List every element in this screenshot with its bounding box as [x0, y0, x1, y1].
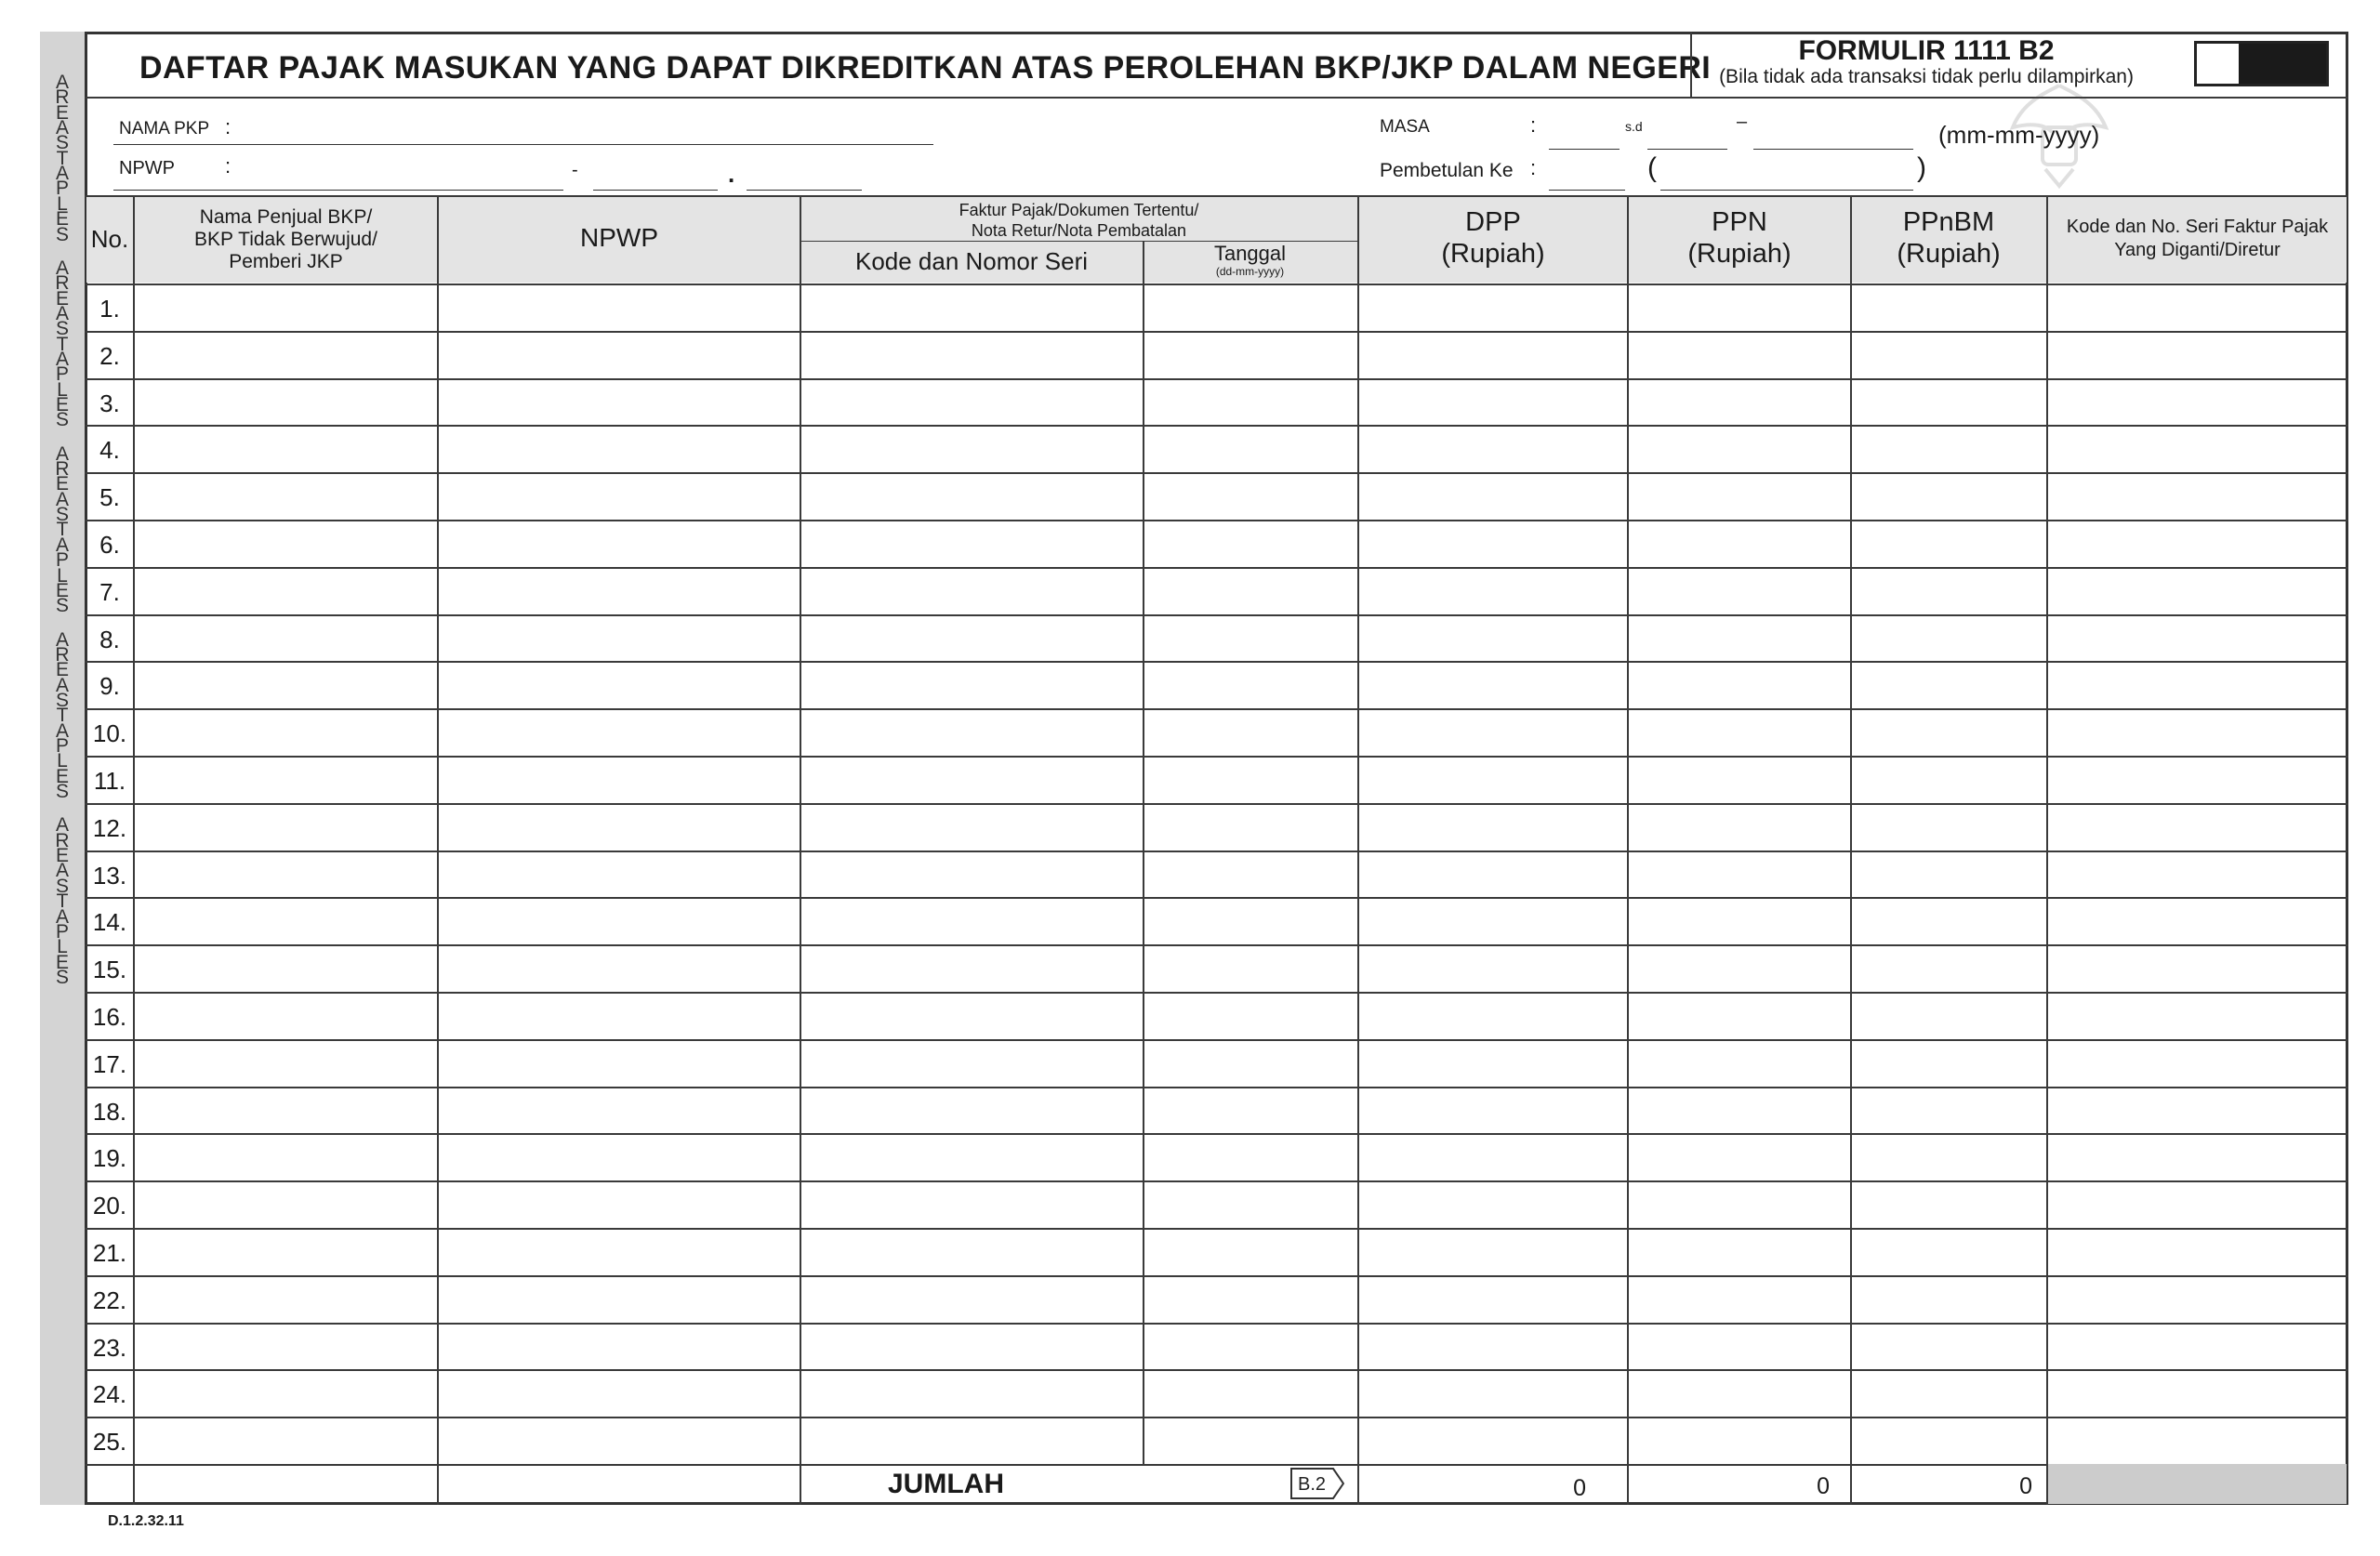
staple-strip-letter: L [57, 192, 68, 215]
staple-strip-letter: R [55, 86, 70, 109]
row-number: 4. [99, 436, 120, 465]
row-rule [85, 851, 2348, 852]
staple-strip-letter: R [55, 643, 70, 666]
npwp-dot: . [728, 160, 735, 188]
staple-strip-letter: S [55, 595, 69, 617]
npwp-field-part1[interactable] [113, 190, 563, 191]
staple-strip-letter: A [55, 674, 69, 696]
row-rule [85, 1369, 2348, 1371]
column-rule [437, 195, 439, 1505]
row-rule [85, 1228, 2348, 1230]
row-number: 23. [92, 1333, 127, 1362]
row-number: 3. [99, 389, 120, 417]
staple-strip-letter: P [55, 363, 69, 386]
staple-strip-letter: S [55, 223, 69, 245]
pembetulan-lead-rule [1549, 190, 1625, 191]
row-rule [85, 1039, 2348, 1041]
masa-to-field[interactable] [1647, 149, 1727, 150]
faktur-subheader-rule [801, 241, 1358, 242]
header-nama-penjual-line1: Nama Penjual BKP/ [199, 206, 373, 228]
corner-marker-box [2194, 41, 2329, 86]
column-rule [2046, 195, 2048, 1505]
staple-strip-letter: S [55, 504, 69, 526]
row-rule [85, 425, 2348, 427]
column-rule [1627, 195, 1629, 1505]
total-dpp-value: 0 [1573, 1475, 1586, 1501]
row-rule [85, 1087, 2348, 1088]
header-dpp-line1: DPP [1465, 207, 1521, 237]
pembetulan-paren-close: ) [1917, 152, 1926, 183]
staple-strip-letter: E [55, 394, 69, 415]
header-ppnbm [1852, 206, 2045, 270]
title-divider [1690, 32, 1692, 98]
row-number: 8. [99, 625, 120, 653]
staple-strip-letter: E [55, 208, 69, 231]
masa-from-field[interactable] [1549, 149, 1620, 150]
form-title: DAFTAR PAJAK MASUKAN YANG DAPAT DIKREDITKAN ATAS PEROLEHAN BKP/JKP DALAM NEGERI [139, 50, 1712, 86]
staple-strip-letter: E [55, 473, 69, 495]
row-number: 22. [92, 1286, 127, 1314]
date-format-hint: (mm-mm-yyyy) [1938, 121, 2100, 149]
npwp-dash: - [572, 160, 578, 180]
row-rule [85, 897, 2348, 899]
row-number: 25. [92, 1428, 127, 1457]
staple-strip-letter: L [57, 750, 68, 772]
staple-strip-letter: E [55, 659, 69, 681]
row-rule [85, 1275, 2348, 1277]
row-rule [85, 331, 2348, 333]
staple-strip-letter: S [55, 781, 69, 803]
row-rule [85, 472, 2348, 474]
header-kode-diganti [2048, 216, 2347, 262]
form-note: (Bila tidak ada transaksi tidak perlu dilampirkan) [1719, 66, 2134, 87]
nama-pkp-colon: : [225, 115, 231, 138]
masa-label: MASA [1380, 117, 1430, 137]
staple-strip-letter: L [57, 378, 68, 401]
column-rule [133, 195, 135, 1505]
staple-strip-letter: A [55, 348, 69, 370]
row-rule [85, 1417, 2348, 1418]
staple-strip-letter: A [55, 719, 69, 742]
row-number: 10. [92, 719, 127, 748]
row-rule [85, 567, 2348, 569]
staple-strip-letter: A [55, 534, 69, 556]
masa-year-field[interactable] [1753, 149, 1913, 150]
staple-strip-letter: A [55, 814, 69, 837]
row-rule [85, 1180, 2348, 1182]
staple-strip-letter: S [55, 875, 69, 897]
staple-strip-letter: P [55, 549, 69, 572]
row-rule [85, 1323, 2348, 1325]
row-number: 24. [92, 1380, 127, 1409]
form-code: FORMULIR 1111 B2 [1798, 35, 2055, 66]
row-rule [85, 1133, 2348, 1135]
header-no: No. [90, 225, 129, 253]
header-ppn [1629, 206, 1850, 270]
row-number: 18. [92, 1097, 127, 1126]
row-number: 15. [92, 956, 127, 984]
header-dpp [1359, 206, 1627, 270]
row-number: 13. [92, 861, 127, 890]
staple-strip-letter: A [55, 72, 69, 93]
row-rule [85, 944, 2348, 946]
total-ppn-value: 0 [1817, 1473, 1830, 1499]
nama-pkp-field[interactable] [113, 144, 933, 145]
header-kode-diganti-line2: Yang Diganti/Diretur [2114, 240, 2281, 260]
column-rule [1357, 195, 1359, 1505]
row-number: 14. [92, 908, 127, 937]
staple-strip-letter: A [55, 860, 69, 882]
staple-strip-letter: T [56, 890, 69, 913]
header-npwp: NPWP [580, 223, 658, 252]
staple-strip-letter: T [56, 519, 69, 541]
header-nama-penjual-line2: BKP Tidak Berwujud/ [194, 229, 377, 250]
header-nama-penjual [135, 206, 437, 273]
row-rule [85, 520, 2348, 521]
staple-strip-letter: S [55, 409, 69, 431]
b2-tag-label: B.2 [1297, 1474, 1327, 1495]
header-faktur-line1: Faktur Pajak/Dokumen Tertentu/ [959, 201, 1199, 219]
staple-strip-letter: S [55, 318, 69, 340]
row-number: 11. [93, 767, 126, 795]
staple-strip-letter: E [55, 287, 69, 310]
row-number: 20. [92, 1192, 127, 1220]
row-rule [85, 803, 2348, 805]
pembetulan-label: Pembetulan Ke [1380, 160, 1514, 181]
staple-strip-letter: P [55, 178, 69, 200]
staple-strip-letter: E [55, 951, 69, 973]
total-kode-diganti-shaded-cell [2048, 1464, 2347, 1504]
staple-strip-letter: A [55, 905, 69, 928]
staple-strip-letter: A [55, 302, 69, 324]
staple-strip-letter: S [55, 689, 69, 711]
pembetulan-paren-open: ( [1647, 152, 1657, 183]
row-number: 16. [92, 1003, 127, 1031]
row-rule [85, 378, 2348, 380]
npwp-colon: : [225, 154, 231, 178]
row-number: 21. [92, 1239, 127, 1267]
total-ppnbm-value: 0 [2019, 1473, 2032, 1499]
header-ppn-line2: (Rupiah) [1687, 239, 1792, 269]
staple-strip-letter: E [55, 845, 69, 867]
staple-strip-letter: E [55, 101, 69, 124]
staple-strip-letter: T [56, 333, 69, 355]
row-rule [85, 661, 2348, 663]
row-number: 17. [92, 1049, 127, 1078]
row-number: 12. [92, 813, 127, 842]
staple-strip-letter: T [56, 705, 69, 727]
row-number: 9. [99, 672, 120, 701]
staple-strip-letter: A [55, 628, 69, 651]
staple-strip-letter: P [55, 735, 69, 757]
row-rule [85, 708, 2348, 710]
b2-reference-tag [1290, 1468, 1344, 1499]
header-kode-diganti-line1: Kode dan No. Seri Faktur Pajak [2066, 217, 2329, 237]
pembetulan-colon: : [1530, 156, 1537, 179]
pembetulan-field[interactable] [1660, 190, 1913, 191]
row-number: 5. [99, 483, 120, 512]
row-rule [85, 1464, 2348, 1466]
header-kode-nomor-seri: Kode dan Nomor Seri [854, 247, 1089, 275]
staple-strip-letter: A [55, 442, 69, 465]
header-bottom-rule [85, 284, 2348, 285]
row-rule [85, 614, 2348, 616]
document-code: D.1.2.32.11 [108, 1513, 184, 1529]
header-faktur-group [801, 200, 1356, 241]
npwp-label: NPWP [119, 158, 175, 178]
staple-strip-letter: A [55, 117, 69, 139]
column-rule [1850, 195, 1852, 1505]
header-ppn-line1: PPN [1712, 207, 1767, 237]
row-number: 6. [99, 531, 120, 559]
row-number: 2. [99, 341, 120, 370]
staple-strip-letter: A [55, 488, 69, 510]
staple-strip-letter: R [55, 829, 70, 851]
staple-strip-letter: L [57, 564, 68, 587]
staple-strip-letter: S [55, 132, 69, 154]
staple-strip-letter: E [55, 579, 69, 601]
nama-pkp-label: NAMA PKP [119, 119, 210, 138]
staple-strip-letter: L [57, 936, 68, 958]
header-dpp-line2: (Rupiah) [1441, 239, 1545, 269]
staple-strip-letter: T [56, 147, 69, 169]
staple-strip-letter: A [55, 257, 69, 279]
staple-strip-letter: P [55, 920, 69, 943]
npwp-field-part2[interactable] [593, 190, 718, 191]
header-ppnbm-line1: PPnBM [1902, 207, 1995, 237]
column-rule [800, 195, 801, 1505]
masa-dash: – [1737, 112, 1748, 132]
row-number: 7. [99, 577, 120, 606]
header-faktur-line2: Nota Retur/Nota Pembatalan [971, 221, 1187, 240]
header-tanggal-format: (dd-mm-yyyy) [1215, 265, 1285, 278]
npwp-field-part3[interactable] [747, 190, 862, 191]
staple-area-strip [40, 32, 85, 1505]
staple-strip-letter: S [55, 966, 69, 988]
staple-strip-letter: R [55, 458, 70, 481]
column-rule-tanggal [1143, 241, 1144, 1464]
header-tanggal: Tanggal [1213, 242, 1287, 265]
row-number: 1. [99, 295, 120, 323]
staple-strip-letter: E [55, 765, 69, 787]
staple-strip-letter: A [55, 163, 69, 185]
row-rule [85, 992, 2348, 994]
total-label: JUMLAH [888, 1469, 1004, 1499]
header-ppnbm-line2: (Rupiah) [1897, 239, 2001, 269]
row-number: 19. [92, 1144, 127, 1173]
staple-strip-letter: R [55, 272, 70, 295]
sd-label: s.d [1625, 119, 1643, 134]
row-rule [85, 756, 2348, 758]
header-nama-penjual-line3: Pemberi JKP [229, 251, 343, 272]
masa-colon: : [1530, 113, 1537, 137]
